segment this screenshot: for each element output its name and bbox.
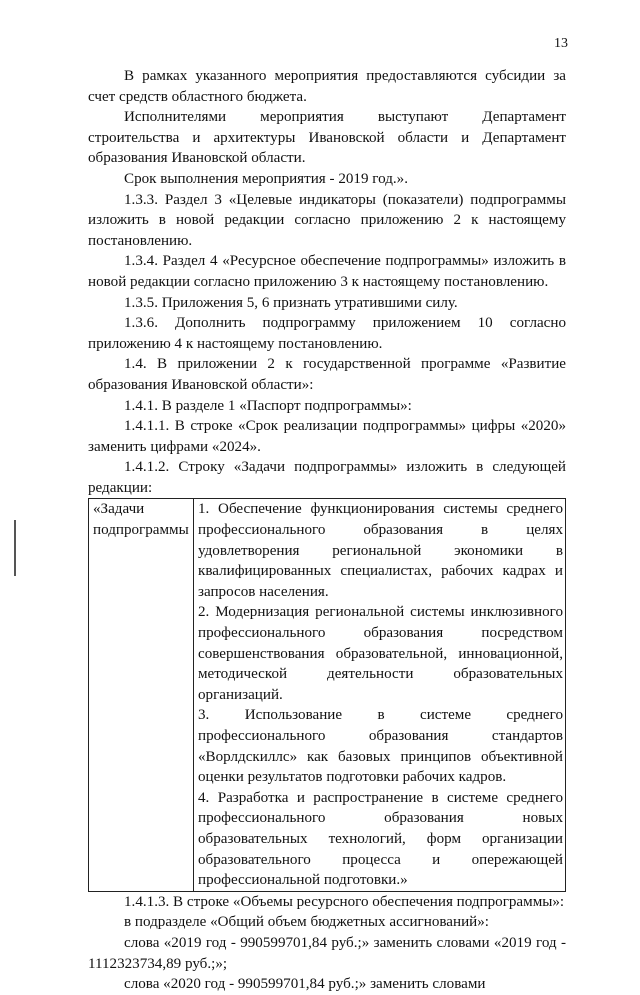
paragraph: 1.3.4. Раздел 4 «Ресурсное обеспечение подпрограммы» изложить в новой редакции согласно приложению 3 к настоящему постановлению. <box>88 253 566 290</box>
paragraph: 1.3.5. Приложения 5, 6 признать утратившими силу. <box>124 294 458 311</box>
paragraph: Срок выполнения мероприятия - 2019 год.». <box>124 170 408 187</box>
paragraph: 1.3.3. Раздел 3 «Целевые индикаторы (показатели) подпрограммы изложить в новой редакции согласно приложению 2 к настоящему постановлению. <box>88 191 566 249</box>
paragraph: 1.4.1. В разделе 1 «Паспорт подпрограммы»: <box>124 397 412 414</box>
paragraph: в подразделе «Общий объем бюджетных ассигнований»: <box>124 914 489 931</box>
document-body <box>88 66 566 995</box>
paragraph: слова «2020 год - 990599701,84 руб.;» заменить словами <box>124 976 486 993</box>
paragraph: 1.4. В приложении 2 к государственной программе «Развитие образования Ивановской области»: <box>88 356 566 393</box>
task-item: 3. Использование в системе среднего профессионального образования стандартов «Ворлдскиллс» как базовых принципов объективной оценки результатов подготовки рабочих кадров. <box>198 707 563 786</box>
paragraph: 1.4.1.1. В строке «Срок реализации подпрограммы» цифры «2020» заменить цифрами «2024». <box>88 418 566 455</box>
paragraph: 1.3.6. Дополнить подпрограмму приложением 10 согласно приложению 4 к настоящему постановлению. <box>88 315 566 352</box>
paragraph: слова «2019 год - 990599701,84 руб.;» заменить словами «2019 год - 1112323734,89 руб.;»; <box>88 934 566 972</box>
task-item: 4. Разработка и распространение в системе среднего профессионального образования новых образовательных технологий, форм организации образовательного процесса и опережающей профессиональной подготовки.» <box>198 789 563 889</box>
page-number: 13 <box>554 36 568 51</box>
scan-edge-mark <box>14 520 16 576</box>
paragraph: 1.4.1.2. Строку «Задачи подпрограммы» изложить в следующей редакции: <box>88 459 566 496</box>
task-item: 1. Обеспечение функционирования системы среднего профессионального образования в целях удовлетворения региональной экономики в квалифицированных специалистах, рабочих кадрах и запросов населения. <box>198 501 563 600</box>
table-content-cell <box>194 499 566 891</box>
table-row <box>89 499 566 891</box>
paragraph: В рамках указанного мероприятия предоставляются субсидии за счет средств областного бюджета. <box>88 68 566 105</box>
tasks-table <box>88 498 566 891</box>
task-item: 2. Модернизация региональной системы инклюзивного профессионального образования посредством совершенствования образовательной, инновационной, методической деятельности образовательных организаций. <box>198 604 563 703</box>
paragraph: 1.4.1.3. В строке «Объемы ресурсного обеспечения подпрограммы»: <box>124 893 565 910</box>
table-label-cell: «Задачи подпрограммы <box>89 499 194 891</box>
paragraph: Исполнителями мероприятия выступают Департамент строительства и архитектуры Ивановской области и Департамент образования Ивановской области. <box>88 109 566 167</box>
